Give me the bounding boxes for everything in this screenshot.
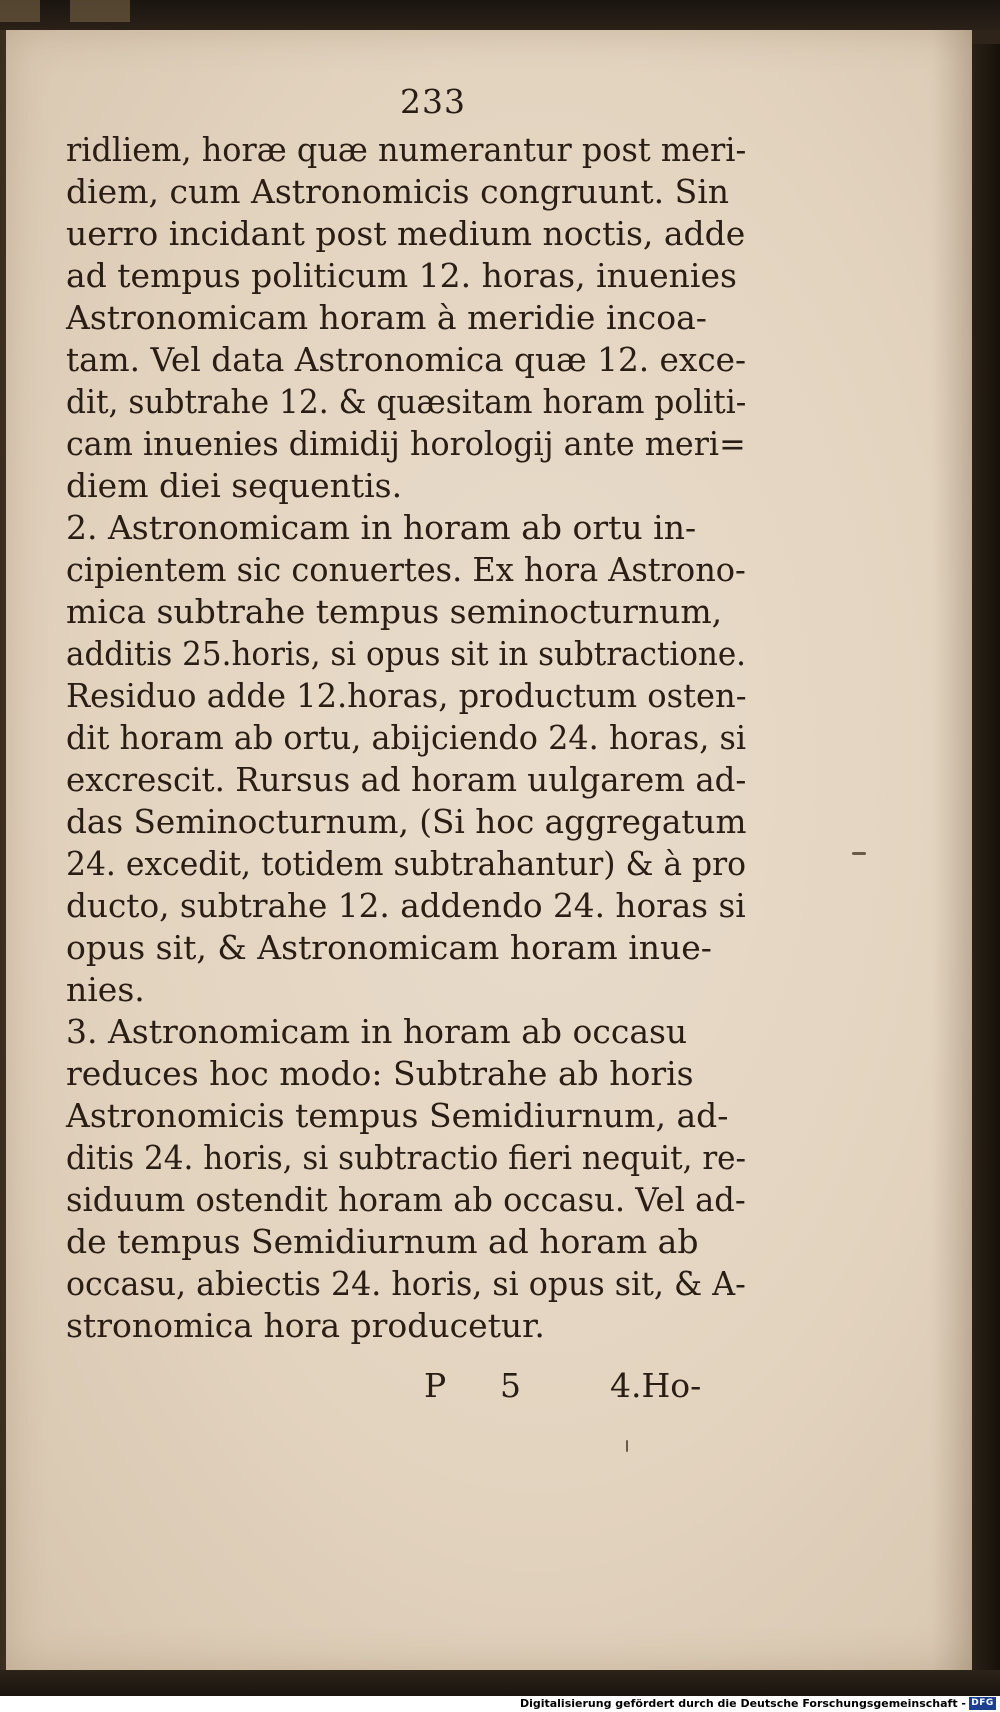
ink-speck (626, 1440, 628, 1452)
text-line: Astronomicis tempus Semidiurnum, ad- (66, 1096, 729, 1135)
text-line: occasu, abiectis 24. horis, si opus sit, & A- (66, 1264, 746, 1303)
digitization-footer (0, 1696, 1000, 1712)
text-line: dit, subtrahe 12. & quæsitam horam politi- (66, 382, 747, 421)
text-line: ridliem, horæ quæ numerantur post meri- (66, 130, 747, 169)
text-line: ditis 24. horis, si subtractio fieri nequit, re- (66, 1138, 747, 1177)
text-line: opus sit, & Astronomicam horam inue- (66, 928, 712, 967)
text-line: excrescit. Rursus ad horam uulgarem ad- (66, 760, 747, 799)
text-line: stronomica hora producetur. (66, 1306, 545, 1345)
text-line: Residuo adde 12.horas, productum osten- (66, 676, 747, 715)
footer-credit: Digitalisierung gefördert durch die Deutsche Forschungsgemeinschaft - (519, 1697, 966, 1710)
text-line: siduum ostendit horam ab occasu. Vel ad- (66, 1180, 746, 1219)
text-line: ad tempus politicum 12. horas, inuenies (66, 256, 737, 295)
text-line: de tempus Semidiurnum ad horam ab (66, 1222, 699, 1261)
text-line: Astronomicam horam à meridie incoa- (66, 298, 707, 337)
text-line: additis 25.horis, si opus sit in subtractione. (66, 634, 747, 673)
ink-speck (852, 852, 866, 855)
text-line: diem, cum Astronomicis congruunt. Sin (66, 172, 730, 211)
catchword: 4.Ho- (610, 1366, 702, 1405)
text-line: nies. (66, 970, 145, 1009)
signature-number: 5 (500, 1366, 521, 1405)
top-binding-strip (0, 0, 1000, 30)
text-line: cipientem sic conuertes. Ex hora Astrono- (66, 550, 746, 589)
signature-mark: P (424, 1366, 447, 1405)
text-line: uerro incidant post medium noctis, adde (66, 214, 746, 253)
text-line: 24. excedit, totidem subtrahantur) & à pro (66, 844, 747, 883)
text-line: das Seminocturnum, (Si hoc aggregatum (66, 802, 747, 841)
bottom-binding-strip (0, 1670, 1000, 1696)
book-page (6, 30, 972, 1670)
text-line: mica subtrahe tempus seminocturnum, (66, 592, 723, 631)
dfg-logo: DFG (969, 1697, 996, 1710)
text-line: diem diei sequentis. (66, 466, 403, 505)
text-line: 3. Astronomicam in horam ab occasu (66, 1012, 688, 1051)
page-footer-line (6, 1366, 972, 1406)
text-line: tam. Vel data Astronomica quæ 12. exce- (66, 340, 747, 379)
text-line: 2. Astronomicam in horam ab ortu in- (66, 508, 697, 547)
page-text (6, 30, 972, 1670)
text-line: dit horam ab ortu, abijciendo 24. horas, si (66, 718, 747, 757)
text-line: ducto, subtrahe 12. addendo 24. horas si (66, 886, 746, 925)
right-page-edge (972, 44, 1000, 1674)
page-number: 233 (400, 82, 466, 121)
text-line: reduces hoc modo: Subtrahe ab horis (66, 1054, 694, 1093)
text-line: cam inuenies dimidij horologij ante meri= (66, 424, 746, 463)
